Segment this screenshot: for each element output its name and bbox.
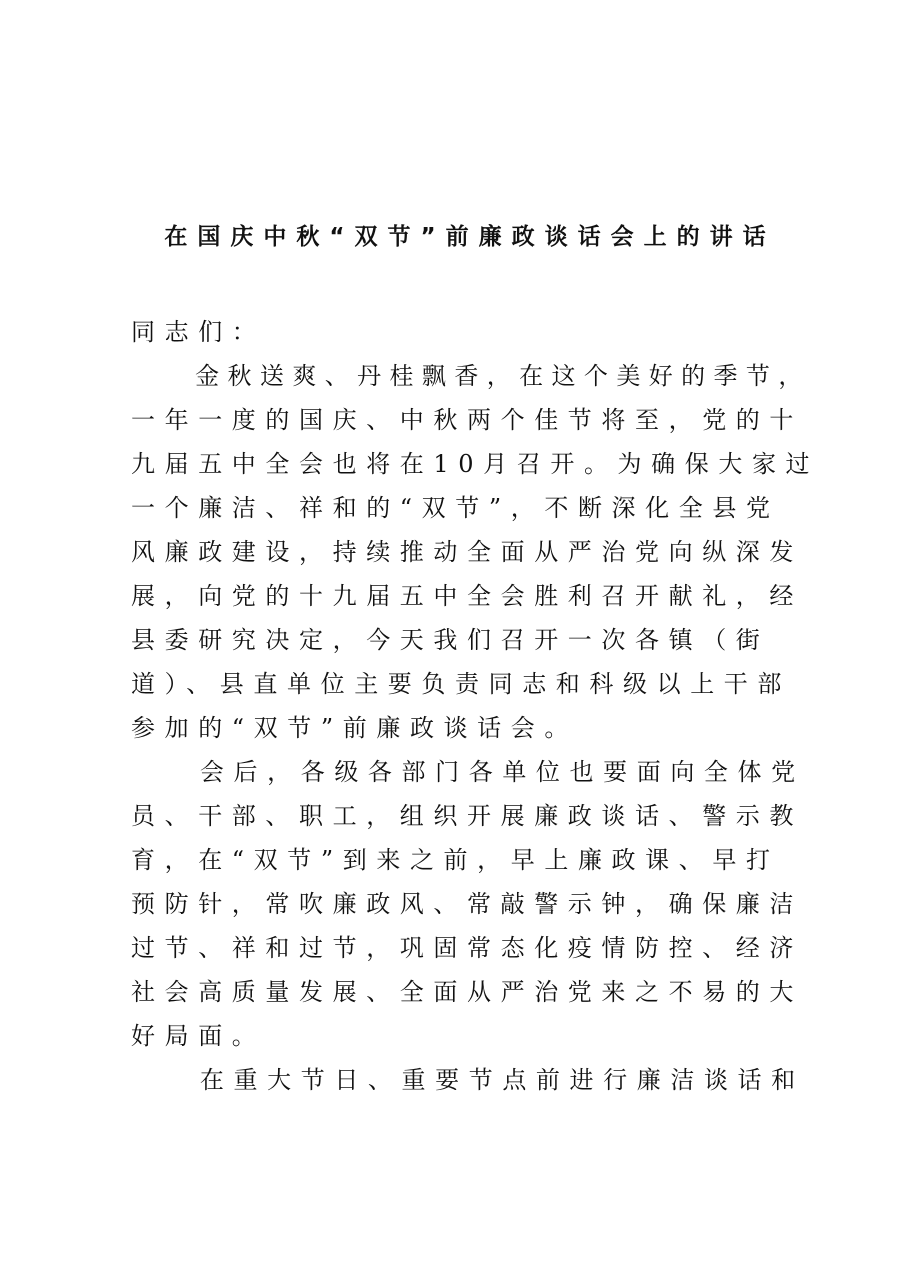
document-body [131, 310, 820, 1102]
text-line: 好局面。 [131, 1022, 266, 1050]
text-line: 社会高质量发展、全面从严治党来之不易的大 [131, 978, 803, 1006]
text-line: 过节、祥和过节，巩固常态化疫情防控、经济 [131, 934, 803, 962]
text-line: 同志们： [131, 318, 266, 346]
document-title: 在国庆中秋“双节”前廉政谈话会上的讲话 [164, 224, 776, 250]
text-line: 风廉政建设，持续推动全面从严治党向纵深发 [131, 538, 803, 566]
text-line: 预防针，常吹廉政风、常敲警示钟，确保廉洁 [131, 890, 803, 918]
text-line: 一年一度的国庆、中秋两个佳节将至，党的十 [131, 406, 803, 434]
text-line: 道）、县直单位主要负责同志和科级以上干部 [131, 670, 791, 698]
text-line: 展，向党的十九届五中全会胜利召开献礼，经 [131, 582, 803, 610]
text-line: 县委研究决定，今天我们召开一次各镇（街 [131, 626, 770, 654]
text-line: 金秋送爽、丹桂飘香，在这个美好的季节， [131, 362, 811, 390]
text-line: 员、干部、职工，组织开展廉政谈话、警示教 [131, 802, 803, 830]
text-line: 在重大节日、重要节点前进行廉洁谈话和 [131, 1066, 805, 1094]
text-line: 参加的“双节”前廉政谈话会。 [131, 714, 578, 742]
text-line: 一个廉洁、祥和的“双节”，不断深化全县党 [131, 494, 780, 522]
text-line: 会后，各级各部门各单位也要面向全体党 [131, 758, 805, 786]
text-line: 九届五中全会也将在10月召开。为确保大家过 [131, 450, 820, 478]
text-line: 育，在“双节”到来之前，早上廉政课、早打 [131, 846, 780, 874]
